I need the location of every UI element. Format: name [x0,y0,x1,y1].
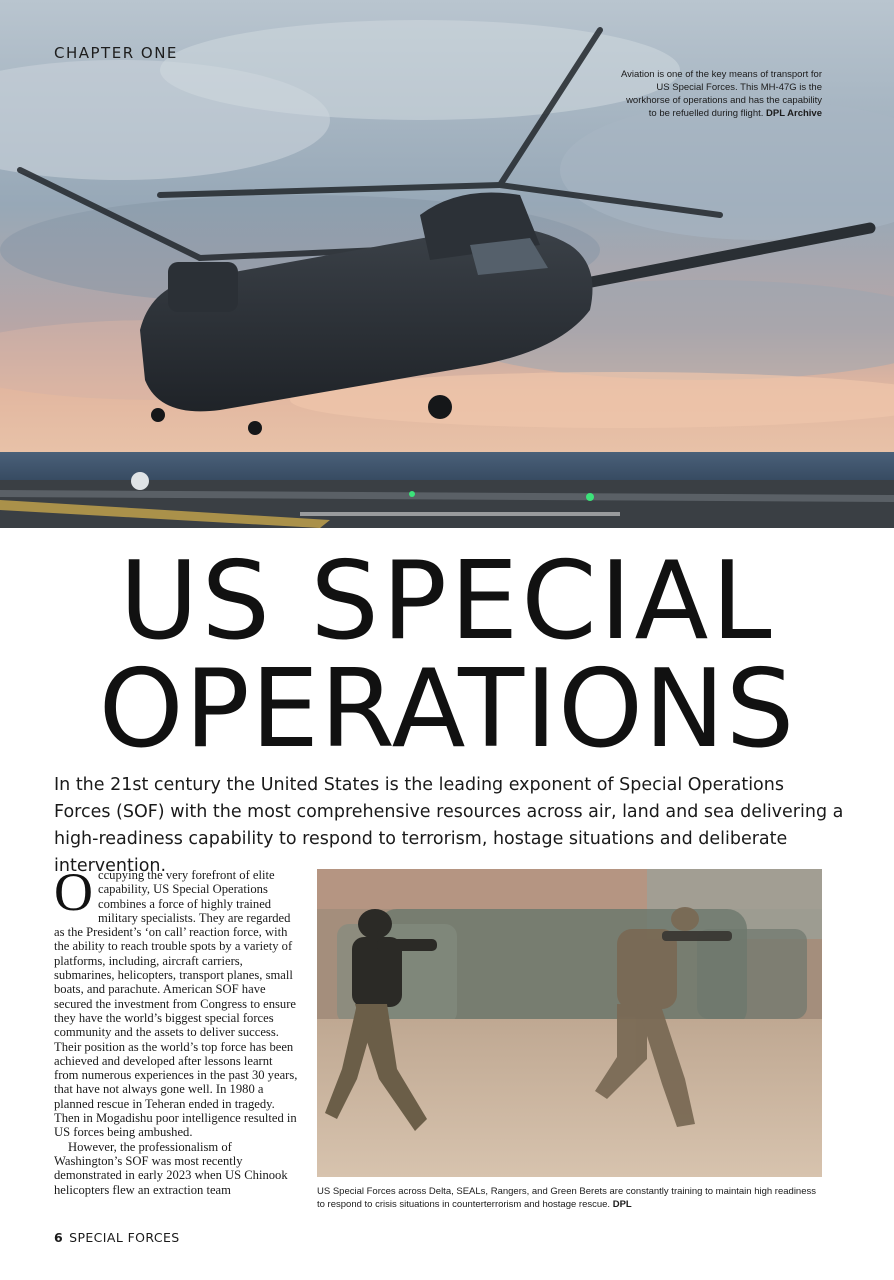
hero-photo-caption [617,68,822,120]
soldiers-photo-caption [317,1185,822,1211]
page-folio [54,1230,180,1245]
body-text-column [54,862,300,1197]
title-line-1: US SPECIAL [119,539,775,664]
body-paragraph-1 [54,862,300,1140]
soldiers-running-image [317,869,822,1177]
hero-photo-credit: DPL Archive [766,108,822,119]
chapter-label: CHAPTER ONE [54,44,178,62]
title-line-2: OPERATIONS [98,647,796,772]
page-number: 6 [54,1230,64,1245]
hero-photo [0,0,894,528]
soldiers-training-photo [317,869,822,1177]
drop-cap: O [54,862,93,922]
section-name: SPECIAL FORCES [69,1230,180,1245]
standfirst: In the 21st century the United States is the leading exponent of Special Operations Forces (SOF) with the most comprehensive resources across air, land and sea delivering a high-readiness capability to respond to terrorism, hostage situations and deliberate intervention. [54,775,844,876]
soldiers-caption-text: US Special Forces across Delta, SEALs, Rangers, and Green Berets are constantly training to maintain high readiness to respond to crisis situations in counterterrorism and hostage rescue. [317,1186,817,1210]
body-paragraph-1-text: ccupying the very forefront of elite capability, US Special Operations combines a force of highly trained military specialists. They are regarded as the President’s ‘on call’ reaction force, with the ability to reach trouble spots by a variety of platforms, including, aircraft carriers, submarines, helicopters, transport planes, small boats, and parachute. American SOF have secured the investment from Congress to ensure they have the world’s biggest special forces community and the assets to deliver success. Their position as the world’s top force has been achieved and developed after lessons learnt from numerous experiences in the past 30 years, that have not always gone well. In 1980 a planned rescue in Teheran ended in tragedy. Then in Mogadishu poor intelligence resulted in US forces being ambushed. [54,868,298,1140]
body-paragraph-2: However, the professionalism of Washington’s SOF was most recently demonstrated in early 2023 when US Chinook helicopters flew an extraction team [54,1139,288,1197]
soldiers-photo-credit: DPL [612,1199,632,1210]
page-title [0,539,894,772]
hero-caption-text: Aviation is one of the key means of transport for US Special Forces. This MH-47G is the workhorse of operations and has the capability to be refuelled during flight. [620,69,822,119]
